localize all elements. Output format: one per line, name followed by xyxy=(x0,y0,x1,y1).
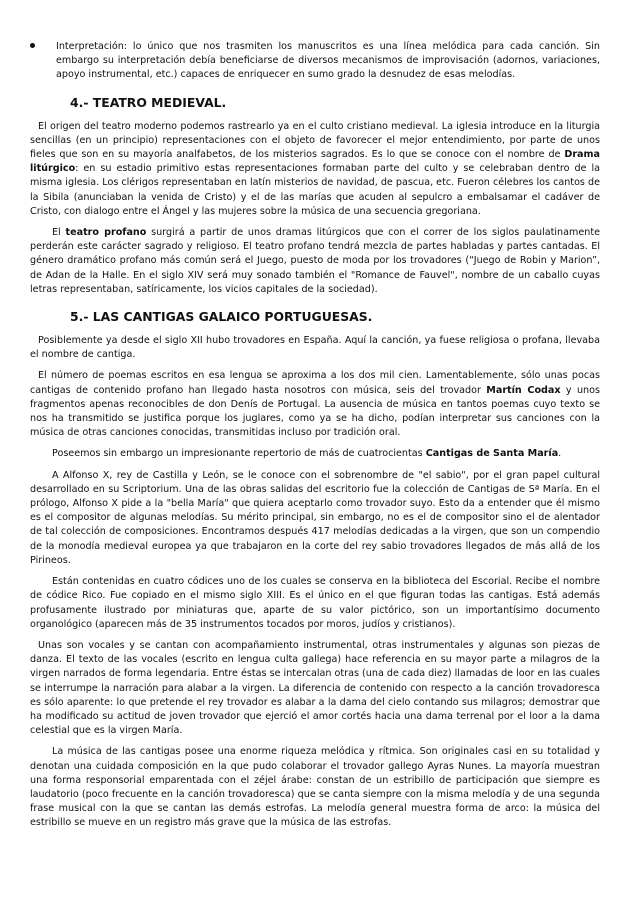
paragraph-codices: Están contenidas en cuatro códices uno de los cuales se conserva en la biblioteca del Escorial. Recibe el nombre de códice Rico. Fue copiado en el mismo siglo XIII. Es el único en el que figuran todas las cantigas. Está además profusamente ilustrado por miniaturas que, aparte de su valor pictórico, son un importantísimo documento organológico (aparecen más de 35 instrumentos tocados por moros, judíos y cristianos). xyxy=(30,576,600,630)
bullet-item xyxy=(30,40,600,83)
bold-term-drama-liturgico: Drama litúrgico xyxy=(30,149,600,175)
text-span: surgirá a partir de unos dramas litúrgicos que con el correr de los siglos paulatinamente perderán este carácter sagrado y religioso. El teatro profano tendrá mezcla de partes habladas y partes cantadas. El género dramático profano más común será el Juego, puesto de moda por los trovadores (“Juego de Robin y Marion”, de Adan de la Halle. En el siglo XIV será muy sonado también el "Romance de Fauvel", nombre de un caballo cuyas letras representaban, satíricamente, los vicios capitales de la sociedad). xyxy=(30,227,601,295)
text-span: El número de poemas escritos en esa lengua se aproxima a los dos mil cien. Lamentablemente, sólo unas pocas cantigas de contenido profano han llegado hasta nosotros con música, seis del trovador xyxy=(30,370,600,396)
text-span: El origen del teatro moderno podemos rastrearlo ya en el culto cristiano medieval. La iglesia introduce en la liturgia sencillas (en un principio) representaciones con el objeto de favorecer el mejor entendimiento, por parte de unos fieles que son en su mayoría analfabetos, de los misterios sagrados. Es lo que se conoce con el nombre de xyxy=(30,120,600,161)
bullet-text: Interpretación: lo único que nos trasmiten los manuscritos es una línea melódica para cada canción. Sin embargo su interpretación debía beneficiarse de diversos mecanismos de improvisación (adornos, variaciones, apoyo instrumental, etc.) capaces de enriquecer en sumo grado la desnudez de esas melodías. xyxy=(56,41,600,81)
text-span: El xyxy=(52,227,66,239)
bullet-dot-icon xyxy=(30,43,35,48)
paragraph-teatro-profano xyxy=(30,226,600,297)
text-span: : en su estadio primitivo estas representaciones formaban parte del culto y se celebraban dentro de la misma iglesia. Los clérigos representaban en latín misterios de navidad, de pascua, etc. Fueron célebres los cantos de la Sibila (anunciaban la venida de Cristo) y el de las marías que acuden al sepulcro a embalsamar el cadáver de Cristo, con dialogo entre el Ángel y las mujeres sobre la música de una secuencia gregoriana. xyxy=(30,163,600,217)
section-heading-cantigas: 5.- LAS CANTIGAS GALAICO PORTUGUESAS. xyxy=(70,309,373,325)
paragraph-alfonso-x: A Alfonso X, rey de Castilla y León, se le conoce con el sobrenombre de "el sabio", por el gran papel cultural desarrollado en su Scriptorium. Una de las obras salidas del escritorio fue la colección de Cantigas de Sª María. En el prólogo, Alfonso X pide a la "bella María" que quiera aceptarlo como trovador suyo. Esto da a entender que él mismo es el compositor de algunas melodías. Su mérito principal, sin embargo, no es el de compositor sino el de alentador de tal colección de composiciones. Encontramos después 417 melodías dedicadas a la virgen, que son un compendio de la monodía medieval europea ya que trabajaron en la corte del rey sabio trovadores llegados de más allá de los Pirineos. xyxy=(30,469,600,566)
paragraph-drama-liturgico xyxy=(30,120,600,219)
text-span: y unos fragmentos apenas reconocibles de don Denís de Portugal. La ausencia de música en tantos poemas cuyo texto se nos ha transmitido se justifica porque los juglares, como ya se ha dicho, podían interpretar sus canciones con la música de otras canciones conocidas, transmitidas incluso por tradición oral. xyxy=(30,384,600,439)
paragraph-vocales-instrumentales: Unas son vocales y se cantan con acompañamiento instrumental, otras instrumentales y algunas son piezas de danza. El texto de las vocales (escrito en lengua culta gallega) hace referencia en su mayor parte a milagros de la virgen narrados de forma legendaria. Entre éstas se intercalan otras (una de cada diez) llamadas de loor en las cuales se interrumpe la narración para alabar a la virgen. La diferencia de contenido con respecto a la canción trovadoresca es sólo aparente: lo que pretende el rey trovador es alabar a la dama del cielo contando sus milagros; demostrar que ha modificado su actitud de joven trovador que ejerció el amor cortés hacia una dama terrenal por el loor a la dama celestial que es la virgen María. xyxy=(30,639,600,737)
bold-term-teatro-profano: teatro profano xyxy=(65,227,147,239)
bold-term-martin-codax: Martín Codax xyxy=(486,384,561,396)
text-span: . xyxy=(558,448,562,460)
document-content xyxy=(30,40,600,831)
section-heading-teatro-medieval: 4.- TEATRO MEDIEVAL. xyxy=(70,94,227,110)
paragraph-cantigas-santa-maria xyxy=(30,447,600,461)
text-span: Poseemos sin embargo un impresionante repertorio de más de cuatrocientas xyxy=(52,448,426,460)
paragraph-musica-cantigas: La música de las cantigas posee una enorme riqueza melódica y rítmica. Son originales casi en su totalidad y denotan una cuidada composición en la que pudo colaborar el trovador gallego Ayras Nunes. La mayoría muestran una forma responsorial emparentada con el zéjel árabe: constan de un estribillo de participación que siempre es laudatorio (poco frecuente en la canción trovadoresca) que se canta siempre con la misma melodía y de una segunda frase musical con la que se cantan las demás estrofas. La melodía general muestra forma de arco: la música del estribillo se mueve en un registro más grave que la música de las estrofas. xyxy=(30,746,600,829)
bold-term-cantigas-santa-maria: Cantigas de Santa María xyxy=(425,448,559,460)
paragraph-martin-codax xyxy=(30,369,600,440)
paragraph-cantiga-intro: Posiblemente ya desde el siglo XII hubo trovadores en España. Aquí la canción, ya fuese religiosa o profana, llevaba el nombre de cantiga. xyxy=(30,335,600,361)
